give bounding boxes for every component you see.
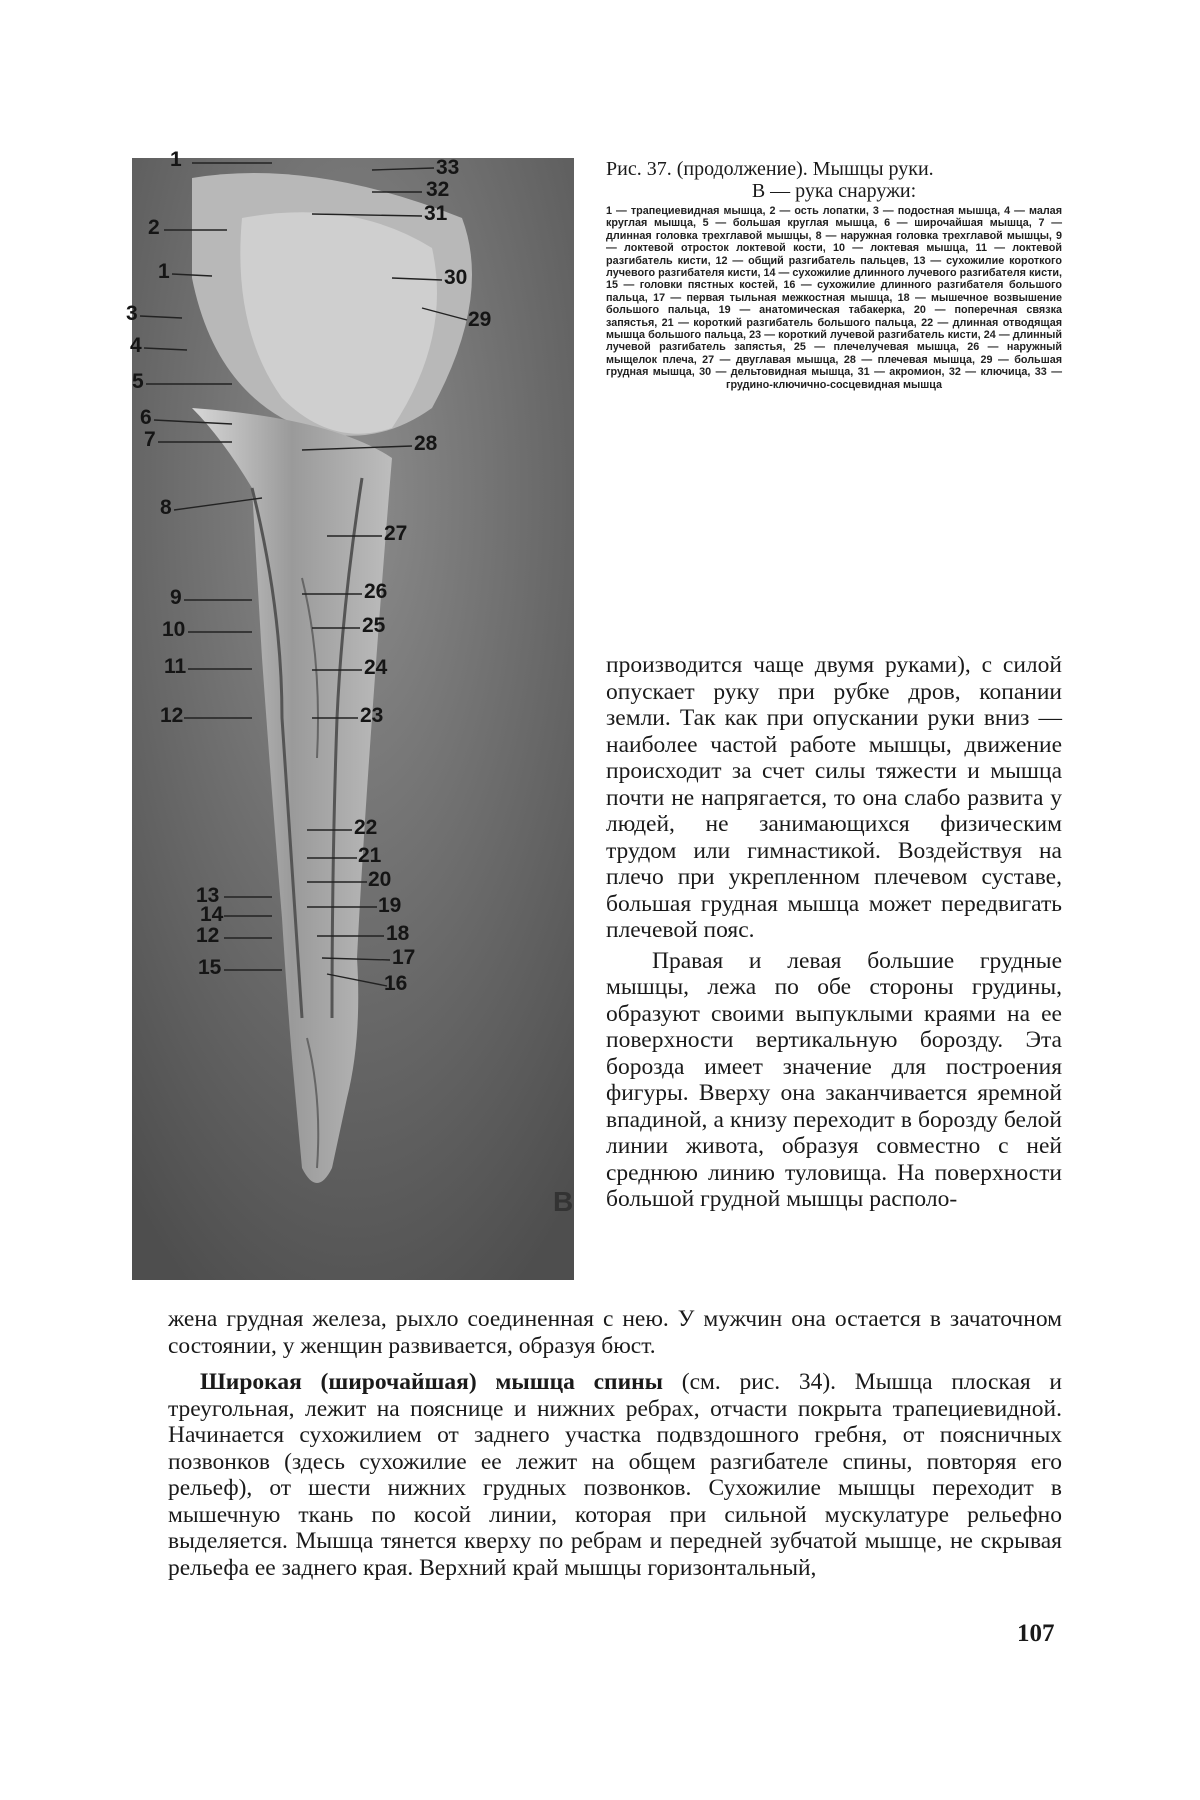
paragraph-text: (см. рис. 34). Мышца плоская и треугольная, лежит на пояснице и нижних ребрах, отчасти покрыта трапециевидной. Начинается сухожилием от заднего участка подвздошного гребня, от поясничных позвонков (здесь сухожилие ее лежит на общем разгибателе спины, повторяя его рельеф), от шести нижних грудных позвонков. Сухожилие мышцы переходит в мышечную ткань по косой линии, которая при сильной мускулатуре рельефно выделяется. Мышца тянется кверху по ребрам и передней зубчатой мышце, не скрывая рельефа ее заднего края. Верхний край мышцы горизонтальный,: [168, 1369, 1062, 1581]
figure-legend: 1 — трапециевидная мышца, 2 — ость лопатки, 3 — подостная мышца, 4 — малая круглая мышца, 5 — большая круглая мышца, 6 — широчайшая мышца, 7 — длинная головка трехглавой мышцы, 8 — наружная головка трехглавой мышцы, 9 — локтевой отросток локтевой кости, 10 — локтевая мышца, 11 — локтевой разгибатель кисти, 12 — общий разгибатель пальцев, 13 — сухожилие короткого лучевого разгибателя кисти, 14 — сухожилие длинного лучевого разгибателя кисти, 15 — головки пястных костей, 16 — сухожилие длинного разгибателя большого пальца, 17 — первая тыльная межкостная мышца, 18 — мышечное возвышение большого пальца, 19 — анатомическая табакерка, 20 — поперечная связка запястья, 21 — короткий разгибатель большого пальца, 22 — длинная отводящая мышца большого пальца, 23 — короткий лучевой разгибатель кисти, 24 — длинный лучевой разгибатель запястья, 25 — плечелучевая мышца, 26 — наружный мыщелок плеча, 27 — двуглавая мышца, 28 — плечевая мышца, 29 — большая грудная мышца, 30 — дельтовидная мышца, 31 — акромион, 32 — ключица, 33 — грудино-ключично-сосцевидная мышца: [606, 205, 1062, 391]
figure-label: 4: [130, 334, 142, 357]
section-heading: Широкая (широчайшая) мышца спины: [200, 1369, 663, 1395]
figure-label: 12: [160, 704, 184, 727]
figure-label: 10: [162, 618, 186, 641]
arm-muscles-illustration: [126, 148, 574, 1280]
figure-label: 13: [196, 884, 220, 907]
figure-label: 5: [132, 370, 144, 393]
figure-label: 12: [196, 924, 220, 947]
figure-label: 3: [126, 302, 138, 325]
figure-label: 14: [200, 903, 224, 926]
figure-label: 30: [444, 266, 468, 289]
body-text-column: [606, 652, 1062, 1213]
figure-label: 28: [414, 432, 438, 455]
paragraph: производится чаще двумя руками), с силой опускает руку при рубке дров, копании земли. Так как при опускании руки вниз — наиболее частой работе мышцы, движение происходит за счет силы тяжести и мышца почти не напрягается, то она слабо развита у людей, не занимающихся физическим трудом или гимнастикой. Воздействуя на плечо при укрепленном плечевом суставе, большая грудная мышца может передвигать плечевой пояс.: [606, 652, 1062, 943]
figure-label: 11: [164, 655, 187, 678]
figure-label: 20: [368, 868, 392, 891]
figure-label: 6: [140, 406, 152, 429]
figure-label: 15: [198, 956, 222, 979]
figure-label: 27: [384, 522, 408, 545]
figure-caption-subtitle: В — рука снаружи:: [751, 180, 917, 202]
figure-label: 24: [364, 656, 388, 679]
figure-label: 1: [170, 148, 182, 171]
figure-label: 2: [148, 216, 160, 239]
figure-label: 8: [160, 496, 172, 519]
body-text-full: [168, 1306, 1062, 1581]
figure-label: 22: [354, 816, 378, 839]
figure-label: 7: [144, 428, 156, 451]
page-number: 107: [1017, 1620, 1055, 1647]
figure-label: 21: [358, 844, 382, 867]
figure-label: 19: [378, 894, 402, 917]
figure-label: 32: [426, 178, 450, 201]
figure-label: 25: [362, 614, 386, 637]
paragraph: [168, 1369, 1062, 1581]
figure-label: 26: [364, 580, 388, 603]
arm-drawing: [132, 158, 574, 1280]
figure-label: 17: [392, 946, 416, 969]
figure-panel-letter: В: [553, 1186, 574, 1217]
figure-label: 9: [170, 586, 182, 609]
paragraph: Правая и левая большие грудные мышцы, лежа по обе стороны грудины, образуют своими выпуклыми краями на ее поверхности вертикальную борозду. Эта борозда имеет значение для построения фигуры. Вверху она заканчивается яремной впадиной, а книзу переходит в борозду белой линии живота, образуя совместно с ней среднюю линию туловища. На поверхности большой грудной мышцы располо-: [606, 947, 1062, 1212]
figure-label: 33: [436, 156, 460, 179]
figure-caption-title: Рис. 37. (продолжение). Мышцы руки.: [606, 158, 934, 180]
figure-label: 1: [158, 260, 170, 283]
figure-label: 18: [386, 922, 410, 945]
figure-label: 31: [424, 202, 448, 225]
figure-label: 23: [360, 704, 384, 727]
paragraph: жена грудная железа, рыхло соединенная с нею. У мужчин она остается в зачаточном состоянии, у женщин развивается, образуя бюст.: [168, 1306, 1062, 1359]
figure-label: 29: [468, 308, 492, 331]
figure-label: 16: [384, 972, 408, 995]
